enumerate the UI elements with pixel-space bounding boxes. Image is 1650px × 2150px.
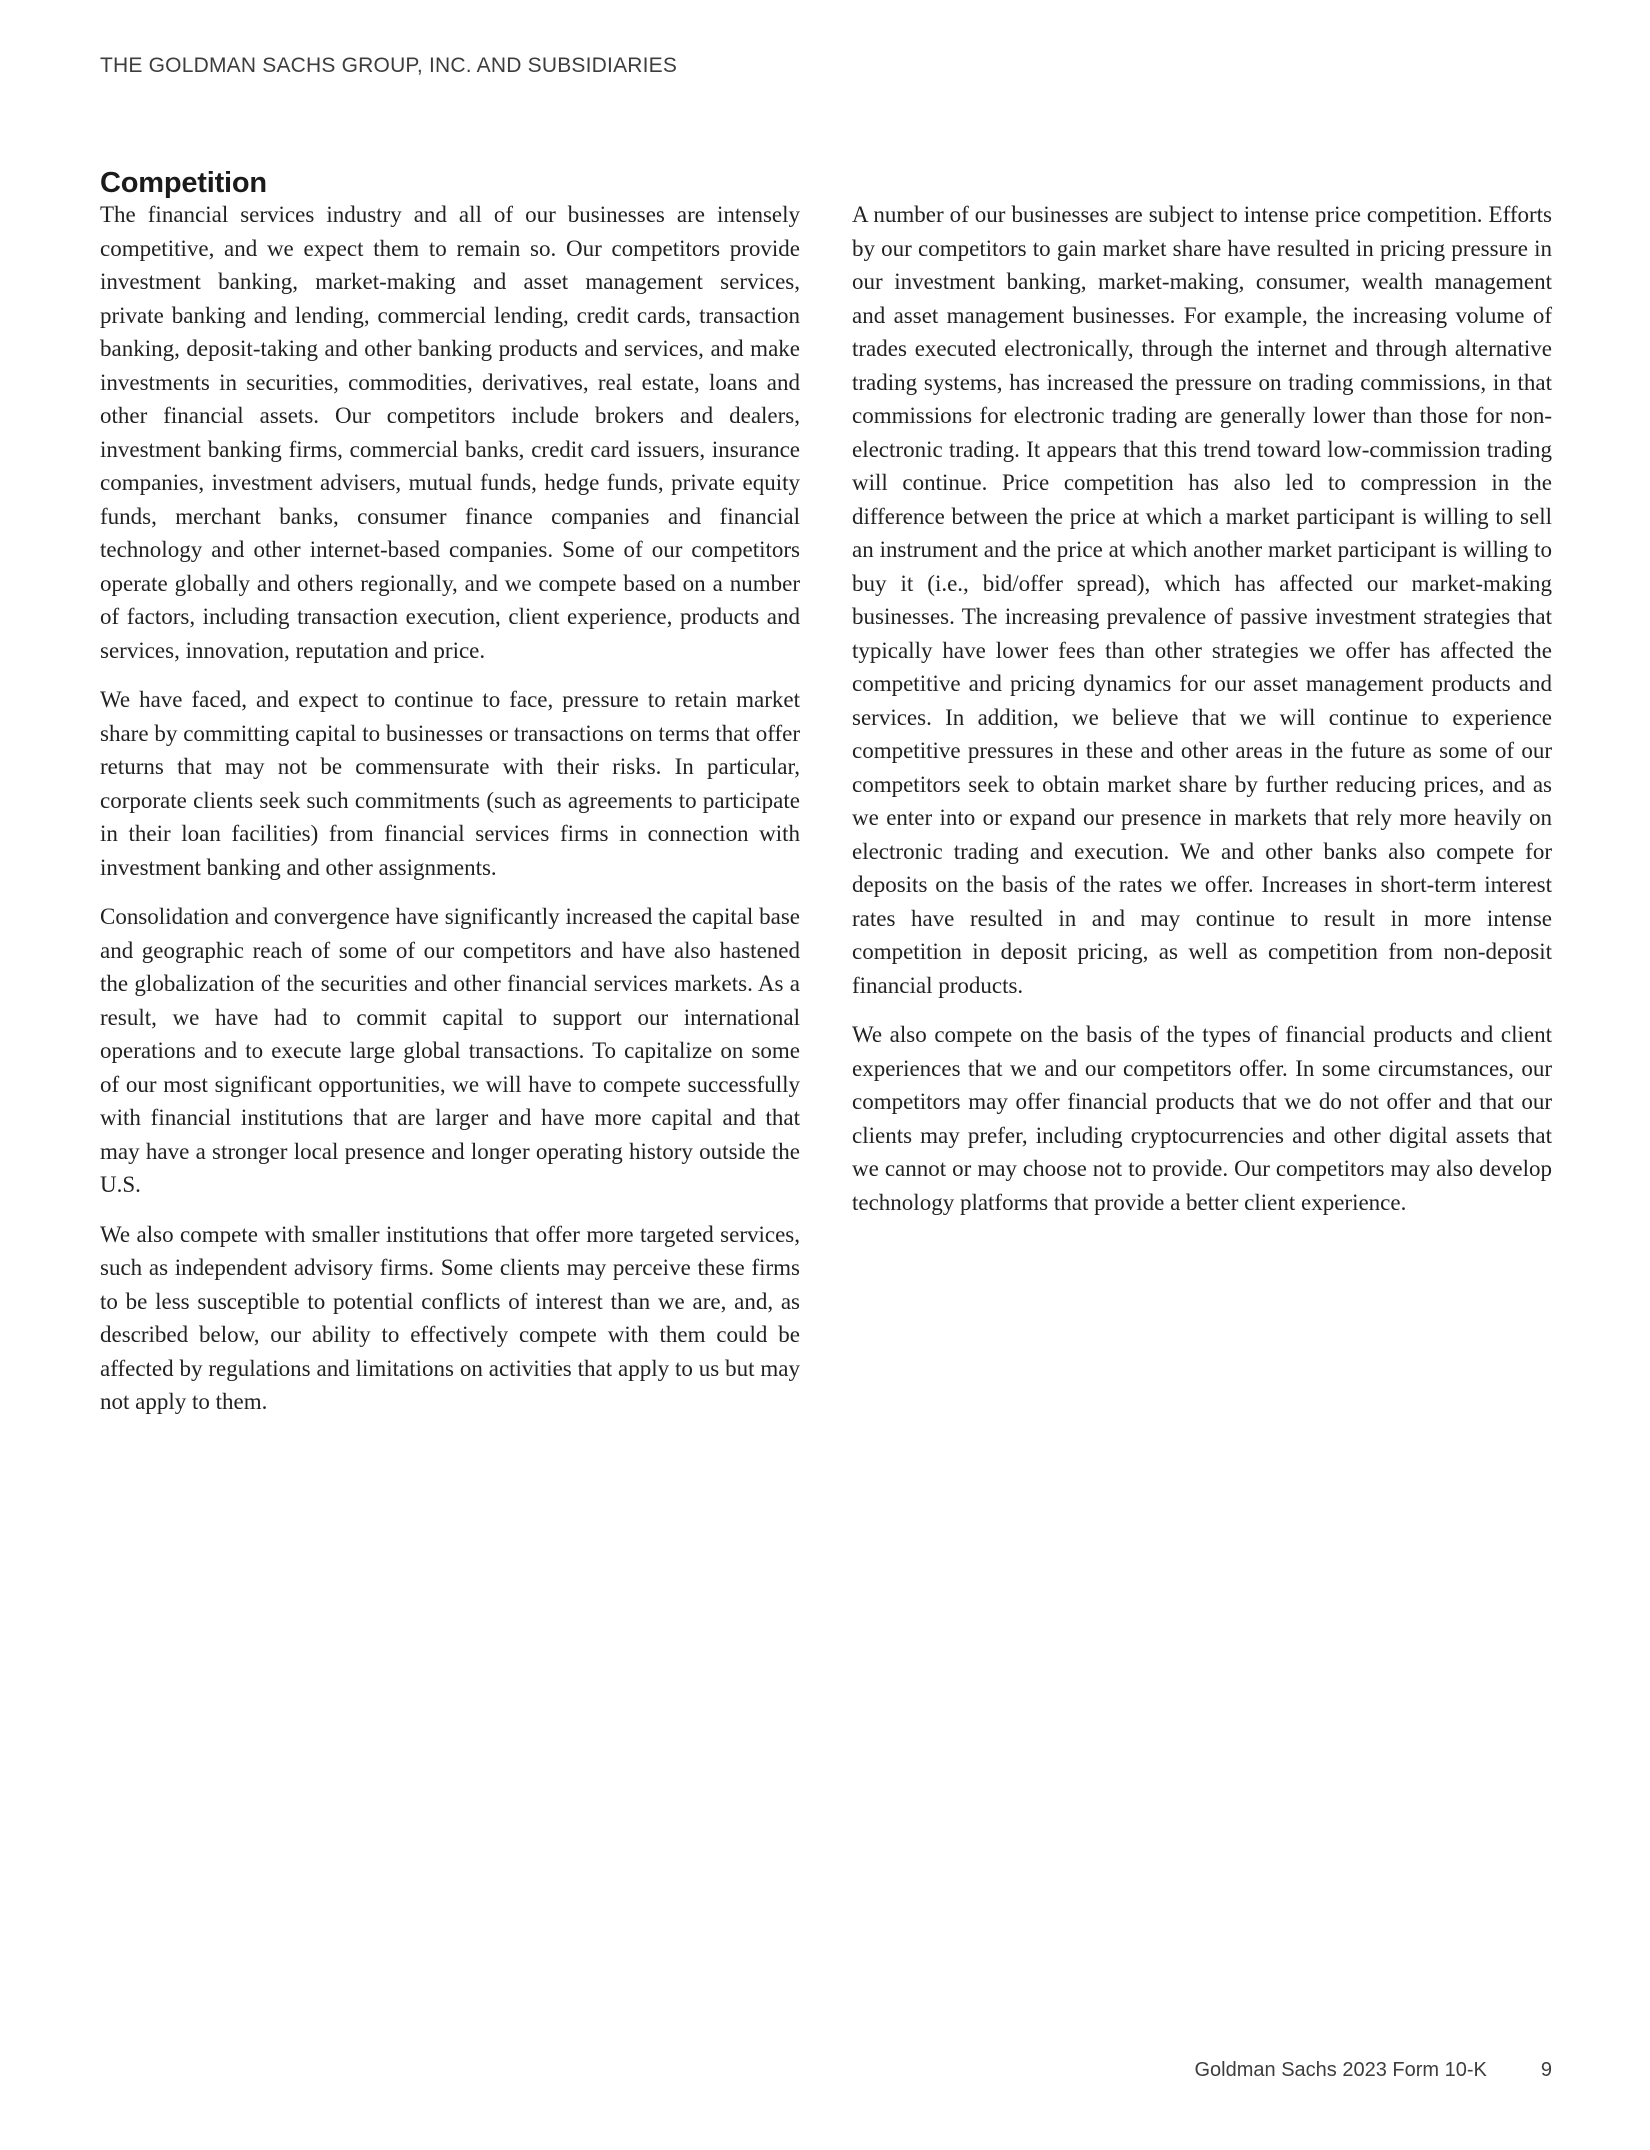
two-column-body	[100, 198, 1552, 1435]
right-column	[852, 198, 1552, 1435]
footer-document-title: Goldman Sachs 2023 Form 10-K	[1194, 2059, 1487, 2081]
body-paragraph: We also compete with smaller institutions that offer more targeted services, such as independent advisory firms. Some clients may perceive these firms to be less susceptible to potential conflicts of interest than we are, and, as described below, our ability to effectively compete with them could be affected by regulations and limitations on activities that apply to us but may not apply to them.	[100, 1221, 800, 1414]
section-heading: Competition	[100, 167, 267, 200]
footer-page-number: 9	[1540, 2059, 1552, 2081]
body-paragraph: Consolidation and convergence have significantly increased the capital base and geographic reach of some of our competitors and have also hastened the globalization of the securities and other financial services markets. As a result, we have had to commit capital to support our international operations and to execute large global transactions. To capitalize on some of our most significant opportunities, we will have to compete successfully with financial institutions that are larger and have more capital and that may have a stronger local presence and longer operating history outside the U.S.	[100, 904, 800, 1197]
body-paragraph: We have faced, and expect to continue to face, pressure to retain market share by committing capital to businesses or transactions on terms that offer returns that may not be commensurate with their risks. In particular, corporate clients seek such commitments (such as agreements to participate in their loan facilities) from financial services firms in connection with investment banking and other assignments.	[100, 687, 800, 880]
body-paragraph: We also compete on the basis of the types of financial products and client experiences that we and our competitors offer. In some circumstances, our competitors may offer financial products that we do not offer and that our clients may prefer, including cryptocurrencies and other digital assets that we cannot or may choose not to provide. Our competitors may also develop technology platforms that provide a better client experience.	[852, 1022, 1552, 1215]
running-header: THE GOLDMAN SACHS GROUP, INC. AND SUBSIDIARIES	[100, 54, 678, 77]
left-column	[100, 198, 800, 1435]
body-paragraph: A number of our businesses are subject to intense price competition. Efforts by our competitors to gain market share have resulted in pricing pressure in our investment banking, market-making, consumer, wealth management and asset management businesses. For example, the increasing volume of trades executed electronically, through the internet and through alternative trading systems, has increased the pressure on trading commissions, in that commissions for electronic trading are generally lower than those for non-electronic trading. It appears that this trend toward low-commission trading will continue. Price competition has also led to compression in the difference between the price at which a market participant is willing to sell an instrument and the price at which another market participant is willing to buy it (i.e., bid/offer spread), which has affected our market-making businesses. The increasing prevalence of passive investment strategies that typically have lower fees than other strategies we offer has affected the competitive and pricing dynamics for our asset management products and services. In addition, we believe that we will continue to experience competitive pressures in these and other areas in the future as some of our competitors seek to obtain market share by further reducing prices, and as we enter into or expand our presence in markets that rely more heavily on electronic trading and execution. We and other banks also compete for deposits on the basis of the rates we offer. Increases in short-term interest rates have resulted in and may continue to result in more intense competition in deposit pricing, as well as competition from non-deposit financial products.	[852, 202, 1552, 998]
body-paragraph: The financial services industry and all of our businesses are intensely competitive, and we expect them to remain so. Our competitors provide investment banking, market-making and asset management services, private banking and lending, commercial lending, credit cards, transaction banking, deposit-taking and other banking products and services, and make investments in securities, commodities, derivatives, real estate, loans and other financial assets. Our competitors include brokers and dealers, investment banking firms, commercial banks, credit card issuers, insurance companies, investment advisers, mutual funds, hedge funds, private equity funds, merchant banks, consumer finance companies and financial technology and other internet-based companies. Some of our competitors operate globally and others regionally, and we compete based on a number of factors, including transaction execution, client experience, products and services, innovation, reputation and price.	[100, 202, 800, 663]
page-footer	[1195, 2058, 1553, 2082]
